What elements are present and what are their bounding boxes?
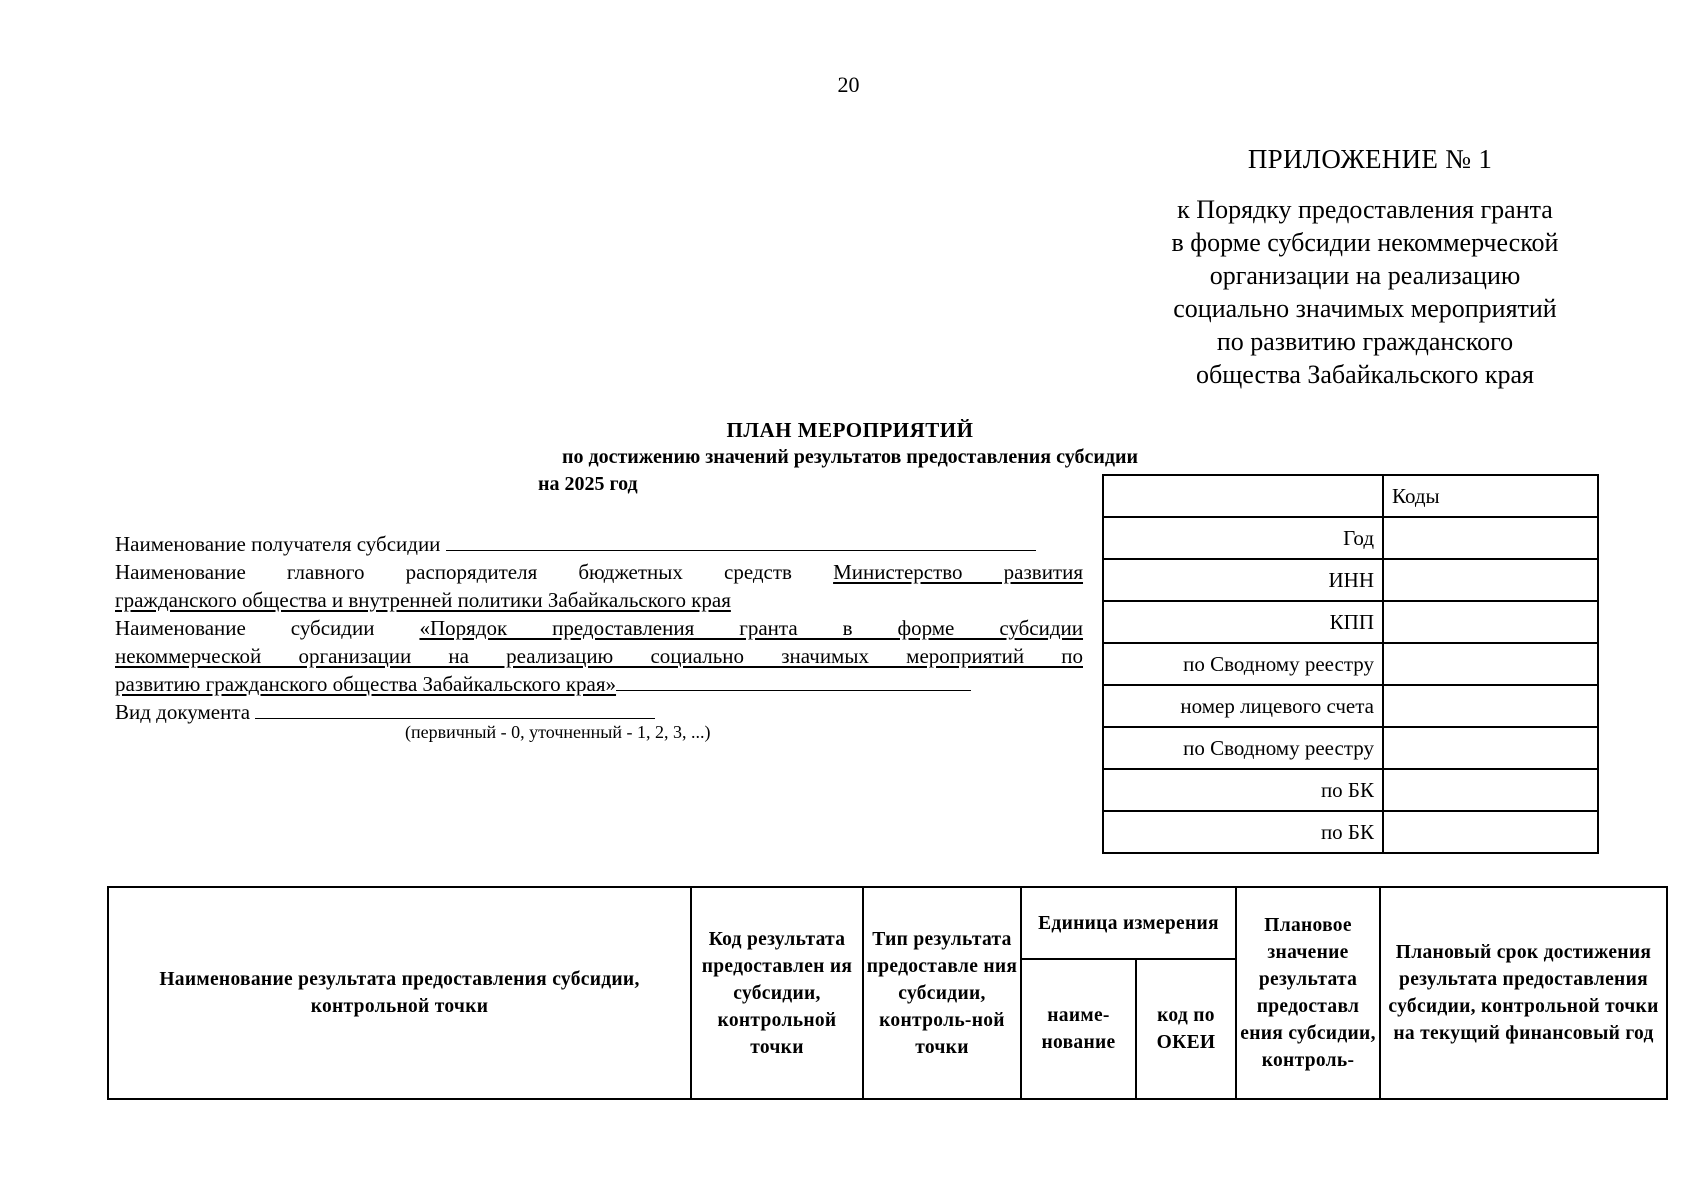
codes-row-bk [1103, 769, 1598, 811]
codes-label: по Сводному реестру [1103, 643, 1383, 685]
annex-subtitle-line: в форме субсидии некоммерческой [1171, 228, 1559, 257]
codes-row-bk-2 [1103, 811, 1598, 853]
col-plan-term: Плановый срок достижения результата предоставления субсидии, контрольной точки на текущий финансовый год [1380, 887, 1667, 1099]
manager-row-continued [115, 586, 1083, 614]
annex-subtitle [1130, 193, 1600, 391]
codes-header: Коды [1383, 475, 1598, 517]
doc-type-hint: (первичный - 0, уточненный - 1, 2, 3, ...) [405, 722, 711, 742]
codes-row-registry [1103, 643, 1598, 685]
col-plan-value: Плановое значение результата предоставл ения субсидии, контроль- [1236, 887, 1380, 1099]
manager-row [115, 558, 1083, 586]
form-fields [115, 530, 1083, 726]
codes-row-inn [1103, 559, 1598, 601]
codes-value-cell[interactable] [1383, 559, 1598, 601]
manager-value: Министерство развития [833, 560, 1084, 584]
col-unit: Единица измерения [1021, 887, 1236, 959]
col-result-type: Тип результата предоставле ния субсидии, контроль-ной точки [863, 887, 1021, 1099]
subsidy-value: «Порядок предоставления гранта в форме субсидии [419, 616, 1084, 640]
col-result-name: Наименование результата предоставления субсидии, контрольной точки [108, 887, 691, 1099]
codes-label: Год [1103, 517, 1383, 559]
codes-header-row [1103, 475, 1598, 517]
codes-header-blank [1103, 475, 1383, 517]
subsidy-label: Наименование субсидии [115, 616, 375, 640]
codes-label: ИНН [1103, 559, 1383, 601]
col-unit-okei: код по ОКЕИ [1136, 959, 1236, 1099]
annex-subtitle-line: социально значимых мероприятий [1173, 294, 1557, 323]
codes-label: по Сводному реестру [1103, 727, 1383, 769]
recipient-input-line[interactable] [446, 530, 1036, 551]
codes-value-cell[interactable] [1383, 769, 1598, 811]
subsidy-fill-line [616, 670, 971, 691]
manager-value-continued: гражданского общества и внутренней политики Забайкальского края [115, 588, 731, 612]
codes-value-cell[interactable] [1383, 811, 1598, 853]
codes-value-cell[interactable] [1383, 601, 1598, 643]
col-unit-name: наиме-нование [1021, 959, 1136, 1099]
subsidy-row-end [115, 670, 1083, 698]
codes-value-cell[interactable] [1383, 643, 1598, 685]
annex-title: ПРИЛОЖЕНИЕ № 1 [1247, 144, 1493, 174]
subsidy-value-continued: некоммерческой организации на реализацию социально значимых мероприятий по [115, 644, 1083, 668]
subsidy-row-continued [115, 642, 1083, 670]
codes-table [1102, 474, 1599, 854]
codes-value-cell[interactable] [1383, 727, 1598, 769]
doc-type-label: Вид документа [115, 700, 251, 724]
recipient-row [115, 530, 1083, 558]
doc-type-input-line[interactable] [255, 698, 655, 719]
plan-year: на 2025 год [538, 473, 638, 495]
codes-label: по БК [1103, 769, 1383, 811]
subsidy-row [115, 614, 1083, 642]
codes-row-account [1103, 685, 1598, 727]
col-result-code: Код результата предоставлен ия субсидии, контрольной точки [691, 887, 863, 1099]
codes-label: по БК [1103, 811, 1383, 853]
plan-title: ПЛАН МЕРОПРИЯТИЙ [726, 418, 974, 442]
codes-label: номер лицевого счета [1103, 685, 1383, 727]
codes-label: КПП [1103, 601, 1383, 643]
annex-subtitle-line: организации на реализацию [1209, 261, 1521, 290]
page-number: 20 [837, 72, 860, 97]
annex-subtitle-line: к Порядку предоставления гранта [1177, 195, 1553, 224]
results-table [107, 886, 1668, 1100]
manager-label: Наименование главного распорядителя бюджетных средств [115, 560, 792, 584]
plan-subtitle: по достижению значений результатов предоставления субсидии [561, 446, 1139, 468]
subsidy-value-end: развитию гражданского общества Забайкальского края» [115, 672, 617, 696]
codes-row-kpp [1103, 601, 1598, 643]
annex-subtitle-line: по развитию гражданского [1216, 327, 1514, 356]
codes-row-registry-2 [1103, 727, 1598, 769]
annex-subtitle-line: общества Забайкальского края [1196, 360, 1534, 389]
codes-value-cell[interactable] [1383, 685, 1598, 727]
codes-row-year [1103, 517, 1598, 559]
codes-value-cell[interactable] [1383, 517, 1598, 559]
recipient-label: Наименование получателя субсидии [115, 532, 441, 556]
